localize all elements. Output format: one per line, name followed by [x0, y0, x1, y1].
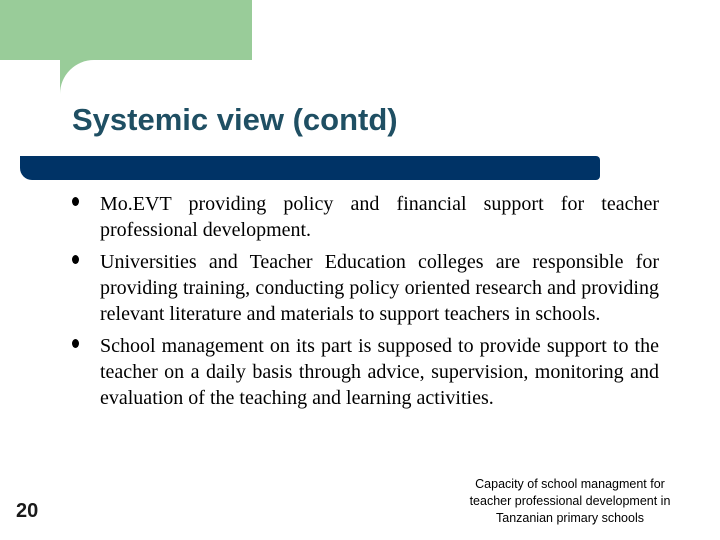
bullet-item: [72, 333, 659, 411]
bullet-item: [72, 191, 659, 243]
bullet-item: [72, 249, 659, 327]
page-number: 20: [16, 500, 39, 522]
title-underline-bar: [20, 156, 600, 180]
bullet-icon: [72, 197, 79, 206]
bullet-icon: [72, 255, 79, 264]
bullet-icon: [72, 339, 79, 348]
left-margin-strip: [0, 60, 60, 540]
bullet-text: Mo.EVT providing policy and financial support for teacher professional development.: [100, 193, 659, 241]
slide-title: Systemic view (contd): [72, 102, 398, 137]
bullet-text: Universities and Teacher Education colleges are responsible for providing training, conducting policy oriented research and providing relevant literature and materials to support teachers in schools.: [100, 251, 659, 325]
bullet-text: School management on its part is supposed to provide support to the teacher on a daily basis through advice, supervision, monitoring and evaluation of the teaching and learning activities.: [100, 335, 659, 409]
footer-caption: Capacity of school managment for teacher professional development in Tanzanian primary schools: [469, 477, 671, 525]
bullet-list: [72, 191, 659, 417]
